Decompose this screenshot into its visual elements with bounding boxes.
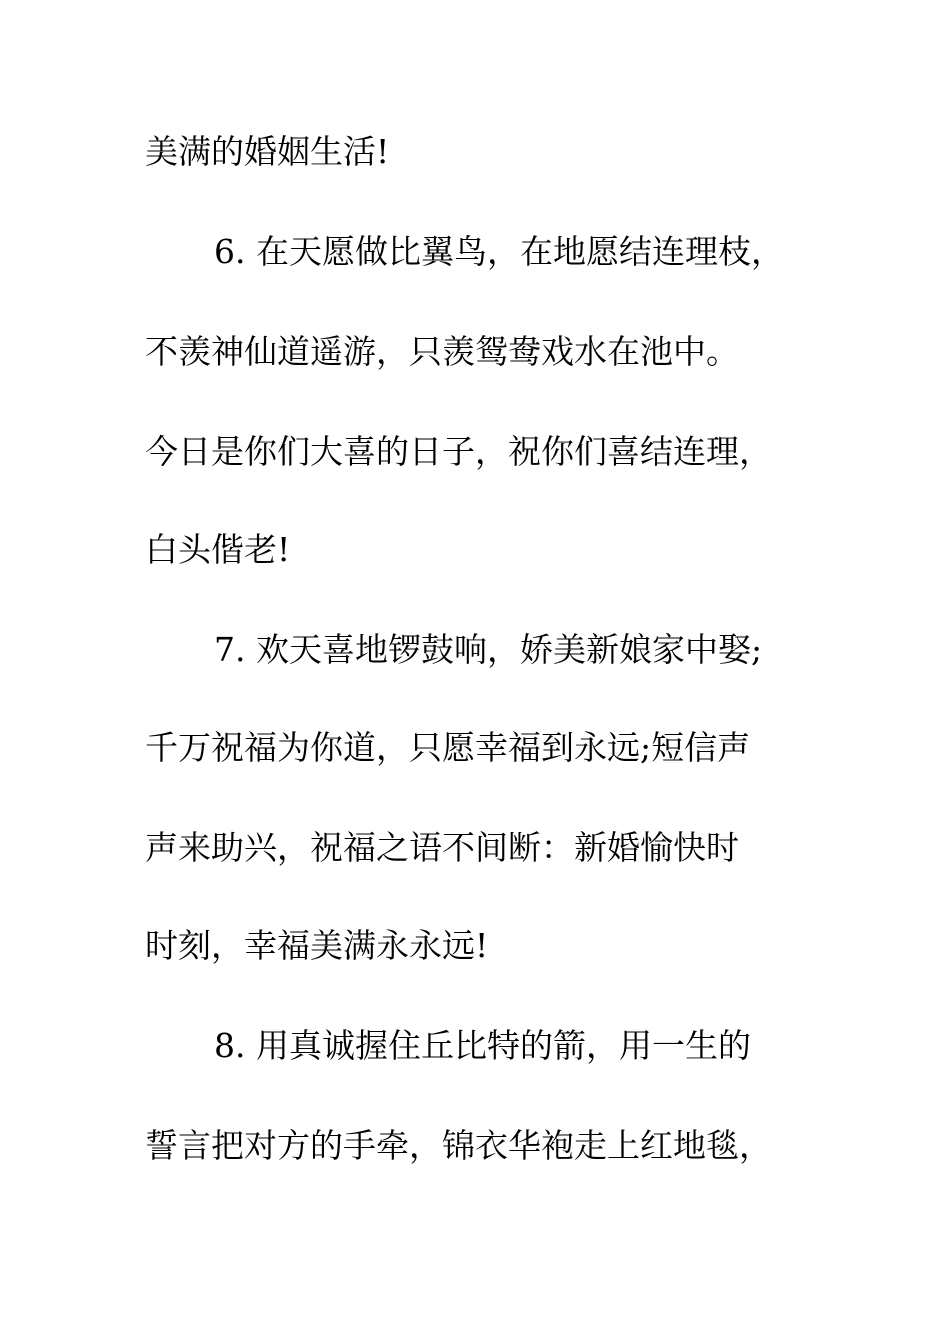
text-line: 千万祝福为你道，只愿幸福到永远;短信声 [145, 728, 751, 767]
text-line: 时刻，幸福美满永永远! [145, 926, 489, 965]
text-line-item-7: 7. 欢天喜地锣鼓响，娇美新娘家中娶; [214, 630, 763, 669]
text-line-item-6: 6. 在天愿做比翼鸟，在地愿结连理枝， [214, 232, 784, 271]
text-line-item-8: 8. 用真诚握住丘比特的箭，用一生的 [214, 1026, 751, 1065]
text-line: 誓言把对方的手牵，锦衣华袍走上红地毯， [145, 1126, 772, 1165]
text-line: 不羡神仙道遥游，只羡鸳鸯戏水在池中。 [145, 332, 739, 371]
text-line: 白头偕老! [145, 530, 291, 569]
text-line: 声来助兴，祝福之语不间断：新婚愉快时 [145, 828, 739, 867]
text-line: 美满的婚姻生活! [145, 132, 390, 171]
text-line: 今日是你们大喜的日子，祝你们喜结连理， [145, 432, 772, 471]
